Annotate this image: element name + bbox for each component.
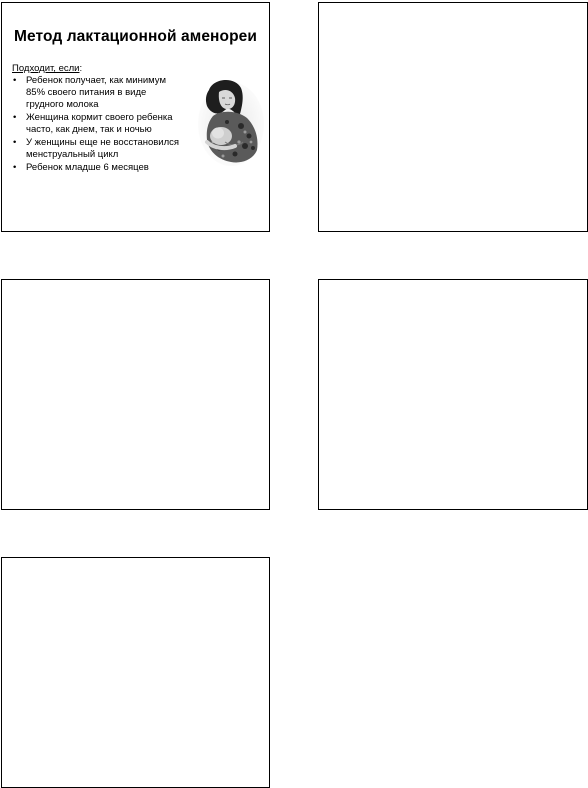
bullet-item: [12, 112, 182, 136]
bullet-icon: •: [13, 111, 17, 123]
bullet-item: [12, 162, 182, 174]
slide-4: [318, 279, 588, 510]
subheading-colon: :: [79, 63, 83, 74]
slide-5: [1, 557, 270, 788]
bullet-icon: •: [13, 136, 17, 148]
bullet-item: [12, 75, 182, 110]
bullet-icon: •: [13, 75, 17, 86]
bullet-text: У женщины еще не восстановился менструальный цикл: [26, 136, 180, 160]
slide-3: [1, 279, 270, 510]
breastfeeding-mother-photo: [195, 76, 265, 166]
slide-title: Метод лактационной аменореи: [14, 28, 257, 45]
slide-1: [1, 2, 270, 232]
bullet-text: Женщина кормит своего ребенка часто, как днем, так и ночью: [26, 111, 173, 135]
slide-subheading: [12, 63, 82, 74]
bullet-text: Ребенок получает, как минимум 85% своего питания в виде грудного молока: [26, 75, 166, 110]
subheading-label: Подходит, если: [12, 63, 80, 74]
bullet-text: Ребенок младше 6 месяцев: [26, 162, 149, 174]
bullet-list: [12, 75, 182, 175]
bullet-item: [12, 137, 182, 161]
bullet-icon: •: [13, 162, 17, 174]
slide-2: [318, 2, 588, 232]
